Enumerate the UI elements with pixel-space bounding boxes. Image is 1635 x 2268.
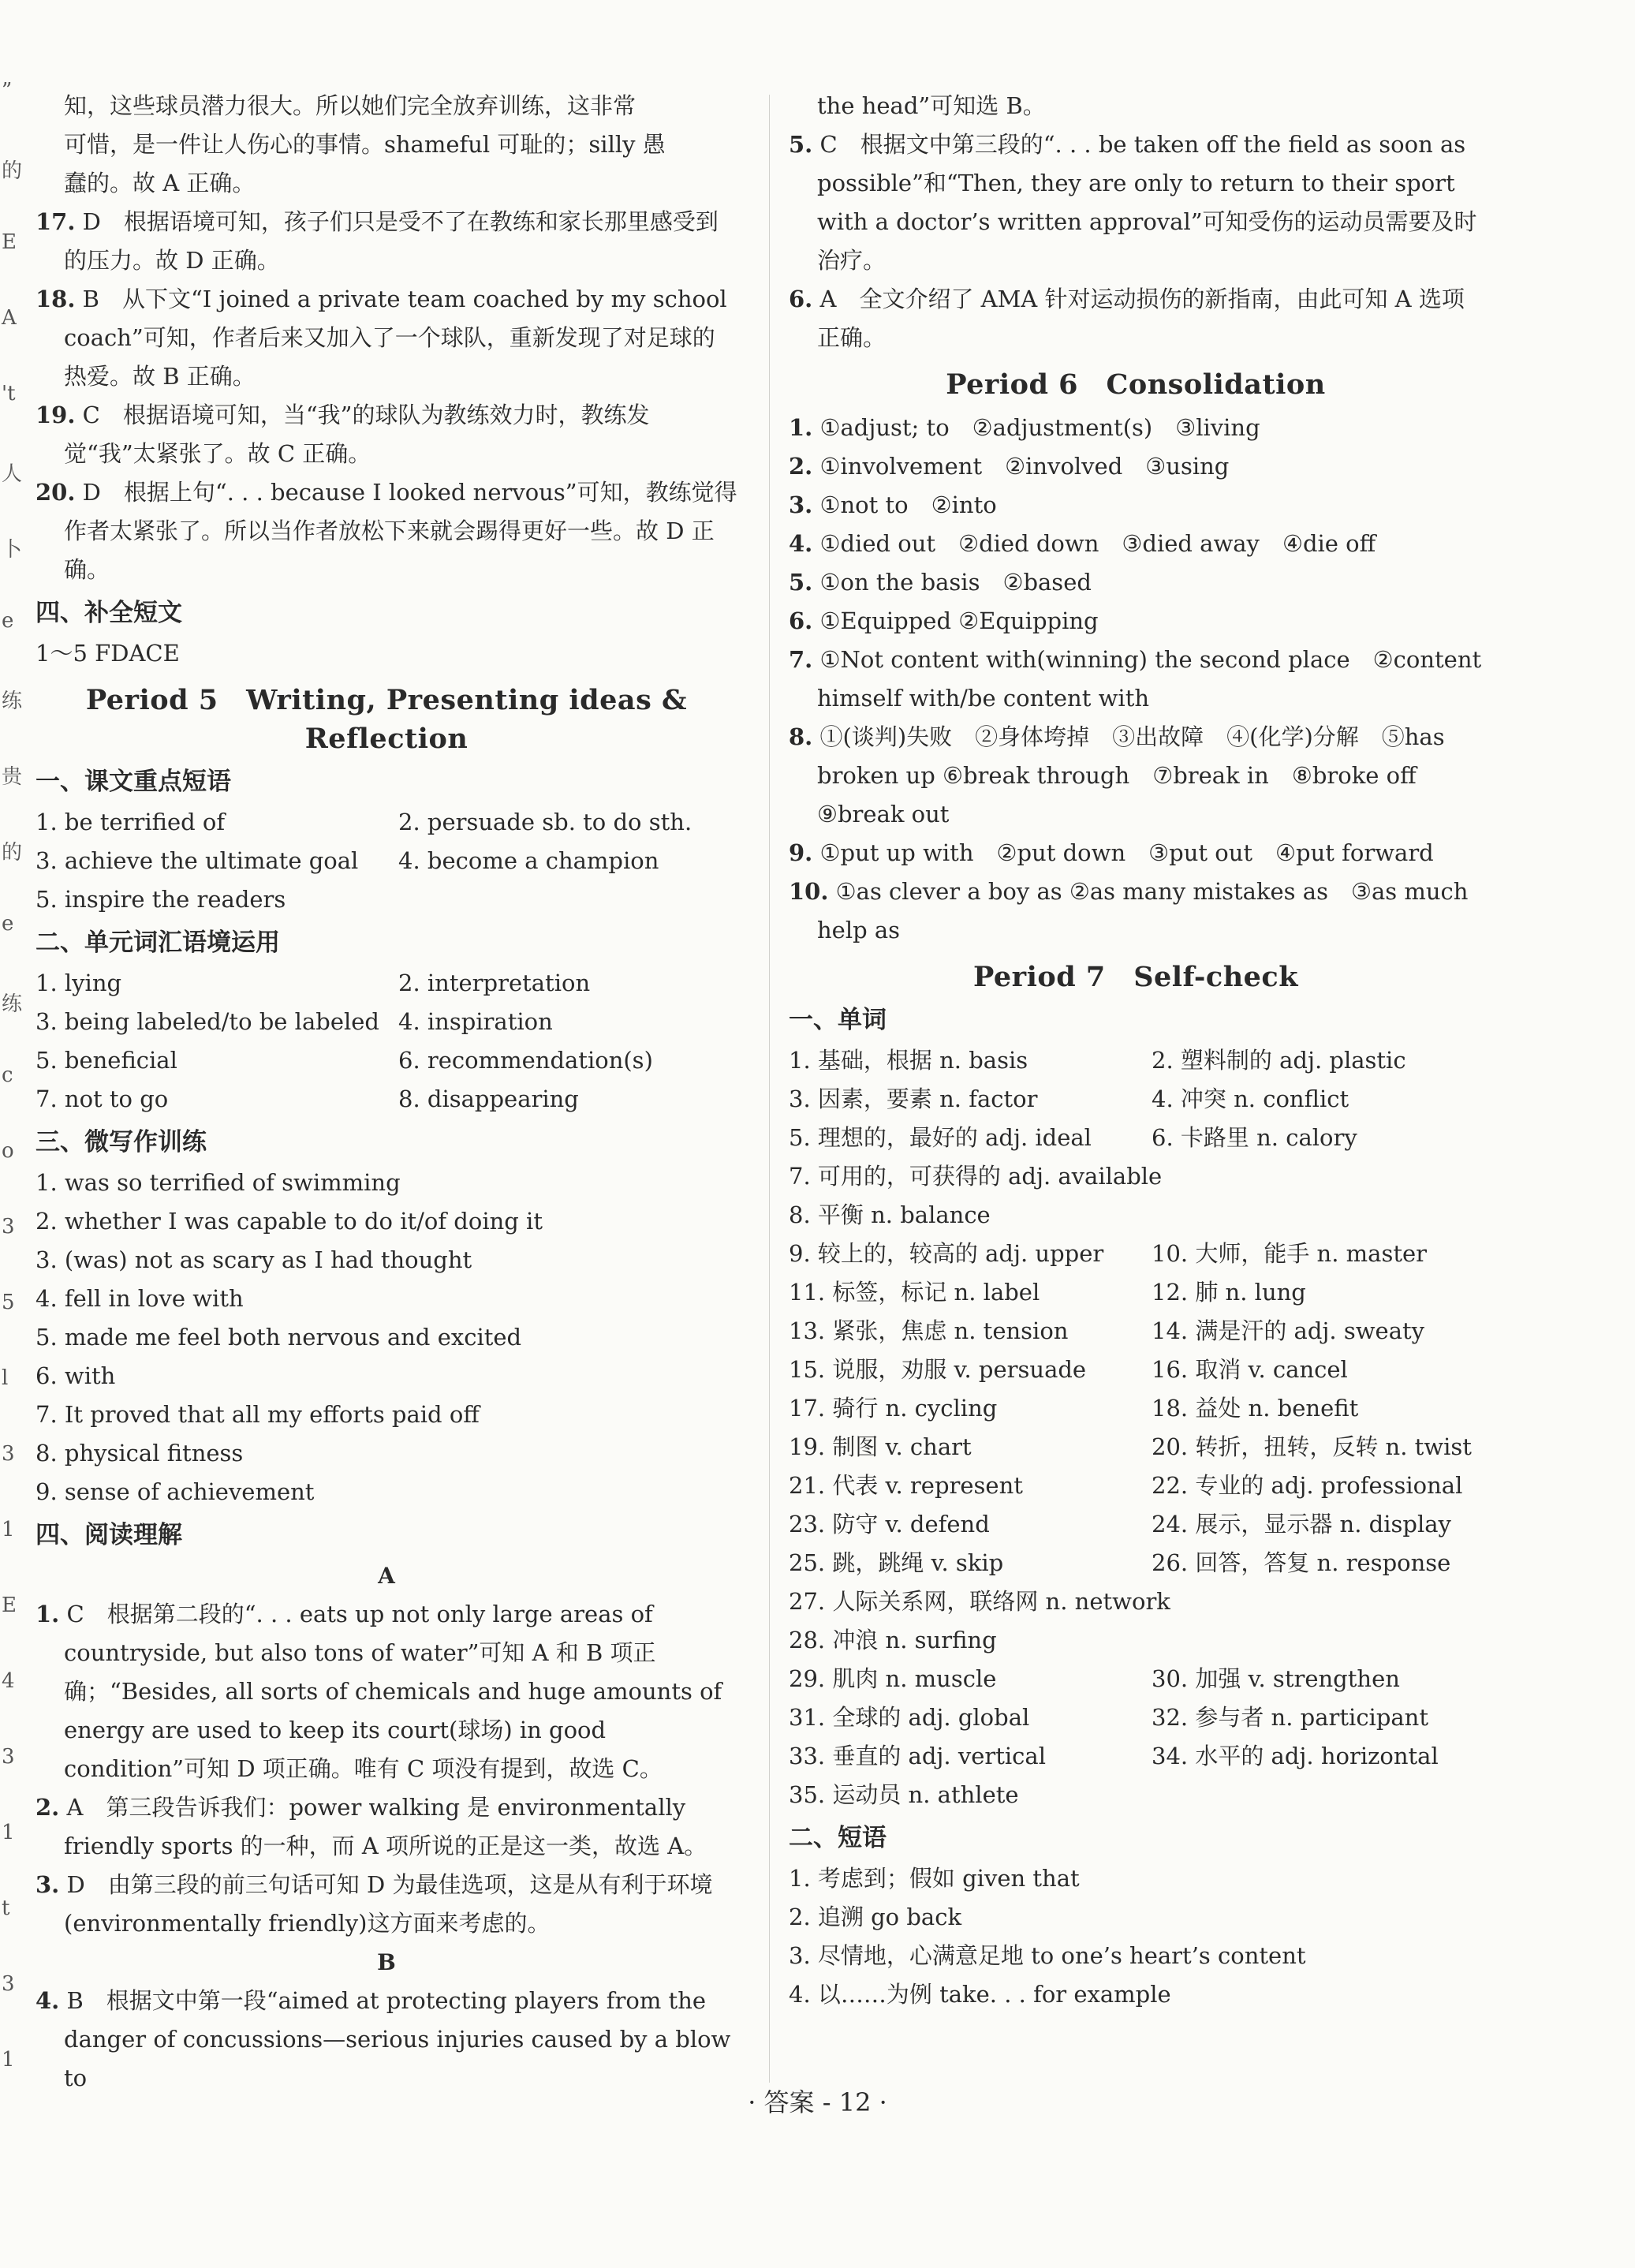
edge-fragment: ”	[2, 79, 13, 103]
answer-item: 1. 考虑到；假如 given that	[789, 1865, 1080, 1892]
edge-fragment: c	[2, 1063, 13, 1087]
edge-fragment: 练	[2, 992, 23, 1016]
edge-fragment: E	[2, 1594, 17, 1617]
answer-item: 4. 以……为例 take. . . for example	[789, 1981, 1171, 2008]
section-heading: 四、补全短文	[35, 599, 182, 627]
edge-fragment: A	[2, 306, 17, 330]
answer-item	[789, 409, 1483, 447]
word-item: 23. 防守 v. defend	[789, 1511, 990, 1538]
edge-fragment: 1	[2, 1518, 15, 1541]
word-item: 6. 卡路里 n. calory	[1152, 1124, 1357, 1151]
item-text: C 根据第二段的“. . . eats up not only large areas of countryside, but also tons of water”可知 A 和 B 项正确；“Besides, all sorts of chemicals and huge amounts of energy are used to keep its court(球场) in good condition”可知 D 项正确。唯有 C 项没有提到，故选 C。	[64, 1601, 722, 1782]
word-item: 4. 冲突 n. conflict	[1152, 1085, 1349, 1112]
word-item: 21. 代表 v. represent	[789, 1472, 1023, 1499]
item-number: 17.	[35, 208, 76, 235]
answer-item: 8. physical fitness	[35, 1440, 244, 1467]
item-number: 6.	[789, 286, 813, 312]
item-text: A 全文介绍了 AMA 针对运动损伤的新指南，由此可知 A 选项正确。	[817, 286, 1465, 351]
word-grid	[789, 1041, 1483, 1814]
answer-item: 6. recommendation(s)	[398, 1047, 653, 1074]
page-footer: · 答案 - 12 ·	[748, 2087, 887, 2117]
item-text: A 第三段告诉我们：power walking 是 environmentally friendly sports 的一种，而 A 项所说的正是这一类，故选 A。	[64, 1794, 707, 1859]
section-heading: 二、单元词汇语境运用	[35, 928, 280, 957]
edge-fragment: 练	[2, 689, 23, 713]
edge-fragment: 4	[2, 1669, 15, 1693]
item-text: D 根据上句“. . . because I looked nervous”可知，教练觉得作者太紧张了。所以当作者放松下来就会踢得更好一些。故 D 正确。	[64, 479, 737, 583]
word-item: 9. 较上的，较高的 adj. upper	[789, 1240, 1104, 1267]
word-item: 34. 水平的 adj. horizontal	[1152, 1743, 1439, 1769]
item-text: ①Equipped ②Equipping	[819, 607, 1099, 634]
item-text: ①Not content with(winning) the second place ②content himself with/be content with	[817, 646, 1482, 712]
item-number: 1.	[35, 1601, 60, 1627]
answer-item: 1. was so terrified of swimming	[35, 1169, 401, 1196]
vocab-grid	[35, 964, 737, 1119]
left-column	[35, 87, 737, 2098]
writing-list	[35, 1164, 737, 1511]
word-item: 25. 跳，跳绳 v. skip	[789, 1549, 1004, 1576]
word-item: 20. 转折，扭转，反转 n. twist	[1152, 1433, 1472, 1460]
reading-b-list	[35, 1982, 737, 2098]
item-number: 9.	[789, 839, 813, 866]
item-text: C 根据语境可知，当“我”的球队为教练效力时，教练发觉“我”太紧张了。故 C 正确。	[64, 402, 650, 467]
word-item: 24. 展示，显示器 n. display	[1152, 1511, 1451, 1538]
item-number: 6.	[789, 607, 813, 634]
section-heading: 四、阅读理解	[35, 1521, 182, 1549]
answer-item	[35, 1982, 737, 2098]
answer-item	[35, 1866, 737, 1943]
answer-list-5-6	[789, 125, 1483, 357]
word-item: 22. 专业的 adj. professional	[1152, 1472, 1463, 1499]
answer-item: 4. inspiration	[398, 1008, 553, 1035]
answer-item: 8. disappearing	[398, 1085, 579, 1112]
answer-item	[35, 396, 737, 473]
answer-item: 3. being labeled/to be labeled	[35, 1008, 379, 1035]
answer-item: 1. lying	[35, 970, 122, 996]
answer-item	[35, 1788, 737, 1866]
phrase-grid	[35, 803, 737, 919]
section-heading: 三、微写作训练	[35, 1128, 207, 1156]
item-number: 7.	[789, 646, 813, 673]
answer-item: 3. 尽情地，心满意足地 to one’s heart’s content	[789, 1942, 1306, 1969]
period-6-title: Period 6 Consolidation	[946, 368, 1326, 401]
word-item: 14. 满是汗的 adj. sweaty	[1152, 1317, 1425, 1344]
answer-item	[789, 525, 1483, 563]
word-item: 31. 全球的 adj. global	[789, 1704, 1030, 1731]
answer-item: 2. interpretation	[398, 970, 591, 996]
item-text: ①put up with ②put down ③put out ④put forward	[819, 839, 1434, 866]
item-text: C 根据文中第三段的“. . . be taken off the field as soon as possible”和“Then, they are only to return to their sport with a doctor’s written approval”可知受伤的运动员需要及时治疗。	[817, 131, 1477, 274]
item-text: B 根据文中第一段“aimed at protecting players from the danger of concussions—serious injuries caused by a blow to	[64, 1987, 731, 2091]
edge-fragment: 3	[2, 1745, 15, 1769]
answer-item: 5. inspire the readers	[35, 886, 286, 913]
word-item: 11. 标签，标记 n. label	[789, 1279, 1040, 1306]
edge-fragment: 5	[2, 1291, 15, 1314]
item-text: D 根据语境可知，孩子们只是受不了在教练和家长那里感受到的压力。故 D 正确。	[64, 208, 719, 274]
edge-fragment: 3	[2, 1442, 15, 1466]
word-item: 18. 益处 n. benefit	[1152, 1395, 1359, 1422]
answer-item	[35, 203, 737, 280]
period-5-title: Period 5 Writing, Presenting ideas & Reflection	[85, 684, 688, 755]
word-item: 27. 人际关系网，联络网 n. network	[789, 1588, 1170, 1615]
edge-fragment: 贵	[2, 765, 23, 789]
edge-fragment: E	[2, 230, 17, 254]
word-item: 8. 平衡 n. balance	[789, 1201, 991, 1228]
answer-item: 6. with	[35, 1362, 116, 1389]
answer-item: 5. made me feel both nervous and excited	[35, 1324, 522, 1351]
answer-item	[789, 718, 1483, 834]
answer-item: 7. It proved that all my efforts paid off	[35, 1401, 480, 1428]
answer-item	[789, 486, 1483, 525]
item-text: D 由第三段的前三句话可知 D 为最佳选项，这是从有利于环境(environmentally friendly)这方面来考虑的。	[64, 1871, 713, 1937]
edge-fragment: 1	[2, 2048, 15, 2072]
edge-fragment: 人	[2, 462, 23, 486]
part-label: B	[377, 1949, 396, 1975]
edge-fragment: 的	[2, 159, 23, 183]
answer-item	[789, 563, 1483, 602]
answer-item: 4. become a champion	[398, 847, 659, 874]
answer-item	[35, 280, 737, 396]
item-number: 8.	[789, 723, 813, 750]
answer-item	[789, 447, 1483, 486]
item-text: ①as clever a boy as ②as many mistakes as ③as much help as	[817, 878, 1469, 943]
answer-item: 2. whether I was capable to do it/of doing it	[35, 1208, 543, 1235]
edge-fragment: l	[2, 1366, 9, 1390]
word-item: 35. 运动员 n. athlete	[789, 1781, 1019, 1808]
item-number: 3.	[35, 1871, 60, 1898]
item-number: 4.	[35, 1987, 60, 2014]
answer-item	[789, 280, 1483, 357]
edge-fragment: 的	[2, 841, 23, 865]
text-line: 蠢的。故 A 正确。	[64, 170, 256, 196]
section-heading: 二、短语	[789, 1824, 887, 1852]
item-text: ①involvement ②involved ③using	[819, 453, 1230, 480]
word-item: 33. 垂直的 adj. vertical	[789, 1743, 1046, 1769]
item-text: B 从下文“I joined a private team coached by my school coach”可知，作者后来又加入了一个球队，重新发现了对足球的热爱。故 B 正确。	[64, 286, 727, 390]
answer-item: 7. not to go	[35, 1085, 169, 1112]
item-number: 18.	[35, 286, 76, 312]
item-number: 19.	[35, 402, 76, 428]
column-divider	[769, 95, 770, 2083]
word-item: 30. 加强 v. strengthen	[1152, 1665, 1400, 1692]
period-7-title: Period 7 Self-check	[972, 961, 1298, 993]
edge-fragment: 卜	[2, 538, 23, 562]
edge-fragment: o	[2, 1139, 14, 1163]
edge-fragment: e	[2, 912, 14, 936]
answer-item	[35, 473, 737, 589]
word-item: 19. 制图 v. chart	[789, 1433, 972, 1460]
word-item: 29. 肌肉 n. muscle	[789, 1665, 997, 1692]
item-number: 2.	[35, 1794, 60, 1821]
edge-fragment: 3	[2, 1215, 15, 1239]
answer-item: 2. 追溯 go back	[789, 1904, 962, 1930]
word-item: 26. 回答，答复 n. response	[1152, 1549, 1451, 1576]
consolidation-list	[789, 409, 1483, 950]
word-item: 17. 骑行 n. cycling	[789, 1395, 998, 1422]
answer-item: 3. achieve the ultimate goal	[35, 847, 359, 874]
reading-a-list	[35, 1595, 737, 1943]
answer-item	[789, 641, 1483, 718]
word-item: 10. 大师，能手 n. master	[1152, 1240, 1428, 1267]
answer-item	[789, 872, 1483, 950]
answer-list-17-20	[35, 203, 737, 589]
answer-item: 5. beneficial	[35, 1047, 177, 1074]
word-item: 13. 紧张，焦虑 n. tension	[789, 1317, 1069, 1344]
text-line: 可惜，是一件让人伤心的事情。shameful 可耻的；silly 愚	[64, 131, 666, 158]
answer-item	[789, 834, 1483, 872]
answer-item: 4. fell in love with	[35, 1285, 244, 1312]
word-item: 12. 肺 n. lung	[1152, 1279, 1306, 1306]
item-number: 10.	[789, 878, 829, 905]
edge-fragment: 1	[2, 1821, 15, 1844]
edge-fragment: t	[2, 1896, 10, 1920]
item-text: ①(谈判)失败 ②身体垮掉 ③出故障 ④(化学)分解 ⑤has broken up ⑥break through ⑦break in ⑧broke off ⑨break out	[817, 723, 1445, 828]
continued-text	[35, 87, 737, 203]
item-number: 20.	[35, 479, 76, 506]
item-number: 5.	[789, 131, 813, 158]
edge-fragment: e	[2, 609, 14, 633]
word-item: 32. 参与者 n. participant	[1152, 1704, 1429, 1731]
edge-fragment: 't	[2, 382, 16, 405]
text-line: 知，这些球员潜力很大。所以她们完全放弃训练，这非常	[64, 92, 636, 119]
part-label: A	[378, 1563, 395, 1589]
item-number: 1.	[789, 414, 813, 441]
item-number: 5.	[789, 569, 813, 596]
answer-item	[789, 602, 1483, 641]
word-item: 1. 基础，根据 n. basis	[789, 1047, 1028, 1074]
word-item: 3. 因素，要素 n. factor	[789, 1085, 1038, 1112]
section-heading: 一、单词	[789, 1006, 887, 1034]
phrase-list	[789, 1859, 1483, 2014]
word-item: 28. 冲浪 n. surfing	[789, 1627, 997, 1653]
answer-item: 1. be terrified of	[35, 809, 226, 835]
word-item: 7. 可用的，可获得的 adj. available	[789, 1163, 1163, 1190]
continued-text: the head”可知选 B。	[817, 92, 1046, 119]
right-column	[789, 87, 1483, 2014]
answer-item: 9. sense of achievement	[35, 1478, 315, 1505]
item-text: ①not to ②into	[819, 491, 997, 518]
item-text: ①adjust; to ②adjustment(s) ③living	[819, 414, 1260, 441]
item-number: 4.	[789, 530, 813, 557]
item-number: 2.	[789, 453, 813, 480]
word-item: 16. 取消 v. cancel	[1152, 1356, 1348, 1383]
answer-item	[35, 1595, 737, 1788]
answer-item	[789, 125, 1483, 280]
edge-fragment: 3	[2, 1972, 15, 1996]
item-text: ①died out ②died down ③died away ④die off	[819, 530, 1376, 557]
item-text: ①on the basis ②based	[819, 569, 1092, 596]
item-number: 3.	[789, 491, 813, 518]
word-item: 2. 塑料制的 adj. plastic	[1152, 1047, 1406, 1074]
section-heading: 一、课文重点短语	[35, 768, 231, 796]
word-item: 15. 说服，劝服 v. persuade	[789, 1356, 1087, 1383]
answer-item: 3. (was) not as scary as I had thought	[35, 1246, 472, 1273]
answer-item: 2. persuade sb. to do sth.	[398, 809, 692, 835]
answer-line: 1～5 FDACE	[35, 640, 180, 667]
word-item: 5. 理想的，最好的 adj. ideal	[789, 1124, 1092, 1151]
